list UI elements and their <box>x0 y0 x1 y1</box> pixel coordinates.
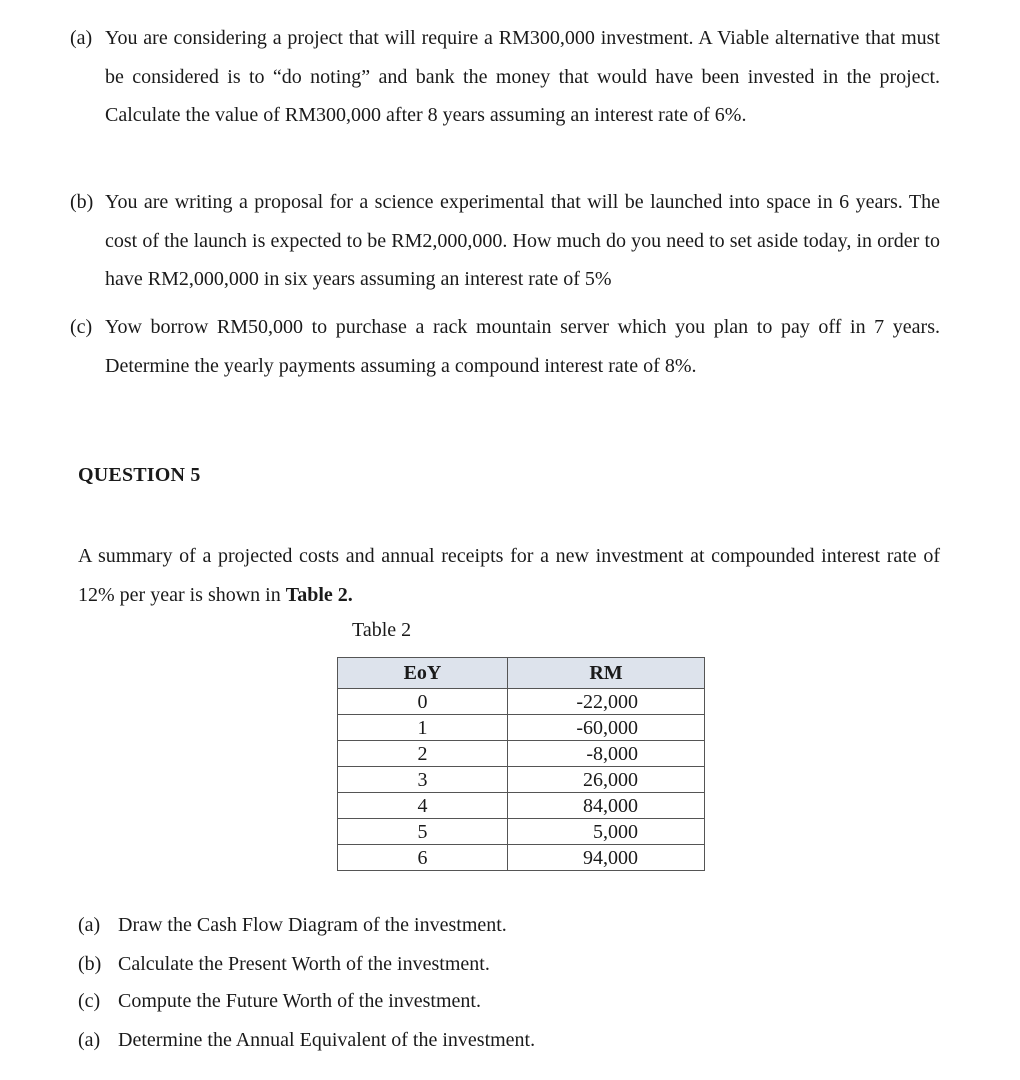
cell-eoy: 1 <box>338 715 508 741</box>
table-row <box>338 845 705 871</box>
part-b-label: (b) <box>70 191 94 213</box>
subquestion-c <box>78 988 481 1014</box>
part-c-text: Yow borrow RM50,000 to purchase a rack mountain server which you plan to pay off in 7 years. Determine the yearly payments assuming a compound interest rate of 8%. <box>105 316 940 377</box>
cell-rm: 26,000 <box>508 767 705 793</box>
subquestion-label: (a) <box>78 914 101 936</box>
question-5-intro <box>78 537 940 614</box>
cell-rm: 5,000 <box>508 819 705 845</box>
subquestion-label: (a) <box>78 1029 101 1051</box>
cell-rm: 94,000 <box>508 845 705 871</box>
subquestion-b <box>78 951 490 977</box>
part-b <box>70 183 940 299</box>
part-c <box>70 308 940 385</box>
part-a-label: (a) <box>70 27 93 49</box>
cell-eoy: 4 <box>338 793 508 819</box>
part-a <box>70 19 940 135</box>
cell-rm: -8,000 <box>508 741 705 767</box>
cash-flow-table <box>337 657 705 871</box>
subquestion-a <box>78 912 507 938</box>
part-c-label: (c) <box>70 316 93 338</box>
header-rm: RM <box>508 658 705 689</box>
cell-eoy: 2 <box>338 741 508 767</box>
subquestion-text: Determine the Annual Equivalent of the investment. <box>118 1029 536 1051</box>
table-row <box>338 793 705 819</box>
table-row <box>338 715 705 741</box>
subquestion-label: (b) <box>78 953 102 975</box>
subquestion-text: Calculate the Present Worth of the investment. <box>118 953 490 975</box>
cell-rm: 84,000 <box>508 793 705 819</box>
cell-eoy: 5 <box>338 819 508 845</box>
question-5-heading: QUESTION 5 <box>78 464 201 486</box>
intro-table-ref: Table 2. <box>285 583 353 606</box>
subquestion-label: (c) <box>78 990 101 1012</box>
cell-eoy: 6 <box>338 845 508 871</box>
table-row <box>338 741 705 767</box>
cell-rm: -60,000 <box>508 715 705 741</box>
table-row <box>338 819 705 845</box>
cell-eoy: 3 <box>338 767 508 793</box>
table-caption: Table 2 <box>352 619 412 641</box>
intro-text: A summary of a projected costs and annual receipts for a new investment at compounded interest rate of 12% per year is shown in <box>78 545 940 606</box>
cell-eoy: 0 <box>338 689 508 715</box>
part-b-text: You are writing a proposal for a science experimental that will be launched into space in 6 years. The cost of the launch is expected to be RM2,000,000. How much do you need to set aside today, in order to have RM2,000,000 in six years assuming an interest rate of 5% <box>105 191 940 290</box>
subquestion-text: Compute the Future Worth of the investment. <box>118 990 481 1012</box>
cell-rm: -22,000 <box>508 689 705 715</box>
part-a-text: You are considering a project that will require a RM300,000 investment. A Viable alternative that must be considered is to “do noting” and bank the money that would have been invested in the project. Calculate the value of RM300,000 after 8 years assuming an interest rate of 6%. <box>105 27 940 126</box>
subquestion-text: Draw the Cash Flow Diagram of the investment. <box>118 914 507 936</box>
subquestion-d <box>78 1027 535 1053</box>
table-row <box>338 767 705 793</box>
header-eoy: EoY <box>338 658 508 689</box>
table-header-row <box>338 658 705 689</box>
table-row <box>338 689 705 715</box>
